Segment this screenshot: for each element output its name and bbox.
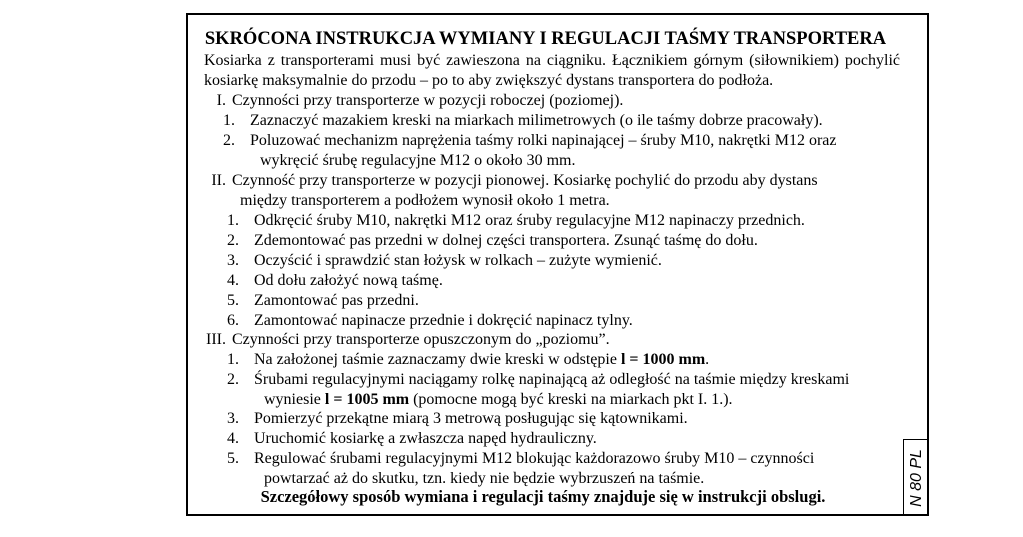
item-number: 1. <box>227 212 239 229</box>
list-item <box>223 111 823 131</box>
section-text-line-2: między transporterem a podłożem wynosił około 1 metra. <box>240 192 610 209</box>
list-item <box>227 251 662 271</box>
item-text-bold: l = 1005 mm <box>324 391 410 408</box>
section-text: Czynności przy transporterze w pozycji roboczej (poziomej). <box>232 92 624 109</box>
item-number: 3. <box>227 410 239 427</box>
item-number: 3. <box>227 252 239 269</box>
item-text: Odkręcić śruby M10, nakrętki M12 oraz śruby regulacyjne M12 napinaczy przednich. <box>254 212 805 229</box>
item-text-line-2 <box>254 390 907 410</box>
item-number: 4. <box>227 272 239 289</box>
intro-paragraph <box>204 51 900 91</box>
item-text-line-2: powtarzać aż do skutku, tzn. kiedy nie będzie wybrzuszeń na taśmie. <box>264 470 705 487</box>
item-text: Zamontować pas przedni. <box>254 292 419 309</box>
item-text: Pomierzyć przekątne miarą 3 metrową posługując się kątownikami. <box>254 410 688 427</box>
product-code: N 80 PL <box>908 449 925 507</box>
list-item <box>227 350 710 370</box>
section-heading <box>211 171 906 211</box>
item-text: Zaznaczyć mazakiem kreski na miarkach milimetrowych (o ile taśmy dobrze pracowały). <box>250 112 823 129</box>
list-item <box>227 429 597 449</box>
item-number: 5. <box>227 450 239 467</box>
list-item <box>227 449 864 489</box>
list-item <box>227 231 758 251</box>
item-number: 2. <box>227 232 239 249</box>
item-text-line-2: wykręcić śrubę regulacyjne M12 o około 30 mm. <box>260 152 576 169</box>
list-item <box>223 131 924 171</box>
intro-line-1: Kosiarka z transporterami musi być zawieszona na ciągniku. Łącznikiem górnym (siłownikiem) <box>204 52 839 69</box>
intro-line-2: pochylić kosiarkę maksymalnie do przodu – po to aby zwiększyć dystans transportera do podłoża. <box>204 52 901 89</box>
list-item <box>227 370 907 410</box>
item-text: Oczyścić i sprawdzić stan łożysk w rolkach – zużyte wymienić. <box>254 252 662 269</box>
item-text-bold: l = 1000 mm <box>620 351 706 368</box>
item-text: Zamontować napinacze przednie i dokręcić napinacz tylny. <box>254 312 633 329</box>
item-number: 6. <box>227 312 239 329</box>
product-code-box <box>903 439 929 516</box>
item-number: 1. <box>223 112 235 129</box>
item-number: 4. <box>227 430 239 447</box>
item-text: Na założonej taśmie zaznaczamy dwie kreski w odstępie <box>254 351 621 368</box>
item-text: Uruchomić kosiarkę a zwłaszcza napęd hydrauliczny. <box>254 430 597 447</box>
item-number: 5. <box>227 292 239 309</box>
section-text: Czynności przy transporterze opuszczonym do „poziomu”. <box>232 331 610 348</box>
item-number: 2. <box>223 132 235 149</box>
item-text: Zdemontować pas przedni w dolnej części transportera. Zsunąć taśmę do dołu. <box>254 232 758 249</box>
list-item <box>227 291 419 311</box>
footer-note: Szczegółowy sposób wymiana i regulacji taśmy znajduje się w instrukcji obslugi. <box>260 487 826 506</box>
list-item <box>227 271 443 291</box>
item-text: Od dołu założyć nową taśmę. <box>254 272 443 289</box>
label-title: SKRÓCONA INSTRUKCJA WYMIANY I REGULACJI TAŚMY TRANSPORTERA <box>204 29 887 49</box>
item-text-line-1: Śrubami regulacyjnymi naciągamy rolkę napinającą aż odległość na taśmie między kreskami <box>254 371 850 388</box>
section-number: III. <box>206 331 226 348</box>
item-number: 2. <box>227 371 239 388</box>
section-number: II. <box>211 172 226 189</box>
section-heading <box>206 330 610 350</box>
item-text-end: . <box>705 351 710 368</box>
section-text-line-1: Czynność przy transporterze w pozycji pionowej. Kosiarkę pochylić do przodu aby dystans <box>232 172 818 189</box>
section-number: I. <box>216 92 226 109</box>
item-text-line-2-end: (pomocne mogą być kreski na miarkach pkt I. 1.). <box>409 391 733 408</box>
list-item <box>227 211 805 231</box>
item-text-line-1: Regulować śrubami regulacyjnymi M12 blokując każdorazowo śruby M10 – czynności <box>254 450 815 467</box>
item-text-line-2-start: wyniesie <box>264 391 325 408</box>
list-item <box>227 409 688 429</box>
list-item <box>227 311 633 331</box>
instruction-label <box>186 13 929 516</box>
section-heading <box>216 91 624 111</box>
item-number: 1. <box>227 351 239 368</box>
item-text-line-1: Poluzować mechanizm naprężenia taśmy rolki napinającej – śruby M10, nakrętki M12 oraz <box>250 132 837 149</box>
